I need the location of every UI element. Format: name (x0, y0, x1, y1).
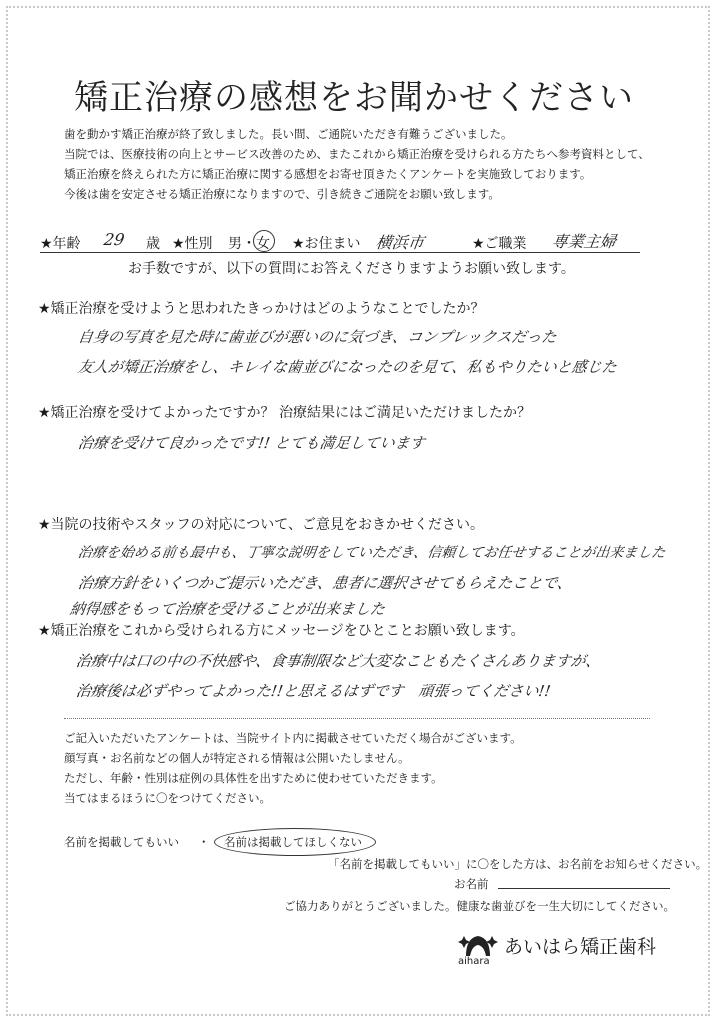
answer-3-line-2: 治療方針をいくつかご提示いただき、患者に選択させてもらえたことで、 (76, 574, 574, 592)
clinic-name: あいはら矯正歯科 (504, 936, 657, 958)
answer-1-line-2: 友人が矯正治療をし、キレイな歯並びになったのを見て、私もやりたいと感じた (76, 358, 619, 376)
closing-text: ご協力ありがとうございました。健康な歯並びを一生大切にしてください。 (284, 899, 675, 913)
answer-3-line-1: 治療を始める前も最中も、丁寧な説明をしていただき、信頼してお任せすることが出来ました (76, 545, 667, 561)
intro-line: 矯正治療を終えられた方に矯正治療に関する感想をお寄せ頂きたくアンケートを実施致しております。 (64, 167, 592, 181)
section-divider (64, 718, 650, 719)
intro-line: 今後は歯を安定させる矯正治療になりますので、引き続きご通院をお願い致します。 (64, 187, 500, 201)
age-value: 29 (102, 230, 126, 249)
answer-3-line-3: 納得感をもって治療を受けることが出来ました (68, 600, 387, 618)
intro-line: 当院では、医療技術の向上とサービス改善のため、またこれから矯正治療を受けられる方たちへ参考資料として、 (64, 147, 650, 161)
consent-option-no: 名前は掲載してほしくない (224, 835, 362, 849)
consent-circle-mark (214, 828, 376, 856)
intro-line: 歯を動かす矯正治療が終了致しました。長い間、ご通院いただき有難うございました。 (64, 127, 513, 141)
age-unit: 歳 (146, 236, 160, 252)
name-instruction: 「名前を掲載してもいい」に〇をした方は、お名前をお知らせください。 (328, 857, 708, 871)
address-value: 横浜市 (374, 233, 426, 252)
logo-sub-text: aihara (458, 956, 490, 967)
question-2: ★矯正治療を受けてよかったですか？ 治療結果にはご満足いただけましたか？ (38, 405, 531, 421)
name-field-line (498, 888, 670, 889)
question-4: ★矯正治療をこれから受けられる方にメッセージをひとことお願い致します。 (38, 623, 525, 639)
answer-4-line-1: 治療中は口の中の不快感や、食事制限など大変なこともたくさんありますが、 (74, 652, 602, 670)
job-value: 専業主婦 (550, 232, 618, 251)
notes (64, 728, 522, 808)
gender-label: ★性別 (172, 236, 213, 252)
name-label: お名前 (454, 877, 489, 891)
note-line: 顔写真・お名前などの個人が特定される情報は公開いたしません。 (64, 751, 410, 765)
note-line: ご記入いただいたアンケートは、当院サイト内に掲載させていただく場合がございます。 (64, 731, 522, 745)
consent-separator: ・ (198, 835, 210, 849)
job-label: ★ご職業 (472, 236, 527, 252)
note-line: 当てはまるほうに〇をつけてください。 (64, 791, 271, 805)
question-3: ★当院の技術やスタッフの対応について、ご意見をおきかせください。 (38, 517, 484, 533)
age-label: ★年齢 (40, 236, 81, 252)
consent-option-yes: 名前を掲載してもいい (64, 835, 179, 849)
intro-text (64, 124, 650, 204)
answer-4-line-2: 治療後は必ずやってよかった!!と思えるはずです 頑張ってください!! (74, 682, 552, 700)
gender-circle-mark (253, 230, 275, 252)
answer-1-line-1: 自身の写真を見た時に歯並びが悪いのに気づき、コンプレックスだった (76, 328, 558, 346)
note-line: ただし、年齢・性別は症例の具体性を出すために使わせていただきます。 (64, 771, 443, 785)
page-title: 矯正治療の感想をお聞かせください (74, 78, 634, 118)
answer-2-line-1: 治療を受けて良かったです!! とても満足しています (76, 434, 427, 452)
profile-underline (40, 252, 640, 253)
address-label: ★お住まい (292, 236, 361, 252)
question-1: ★矯正治療を受けようと思われたきっかけはどのようなことでしたか？ (38, 301, 485, 317)
request-text: お手数ですが、以下の質問にお答えくださりますようお願い致します。 (128, 261, 575, 277)
gender-options: 男・女 (228, 236, 270, 252)
